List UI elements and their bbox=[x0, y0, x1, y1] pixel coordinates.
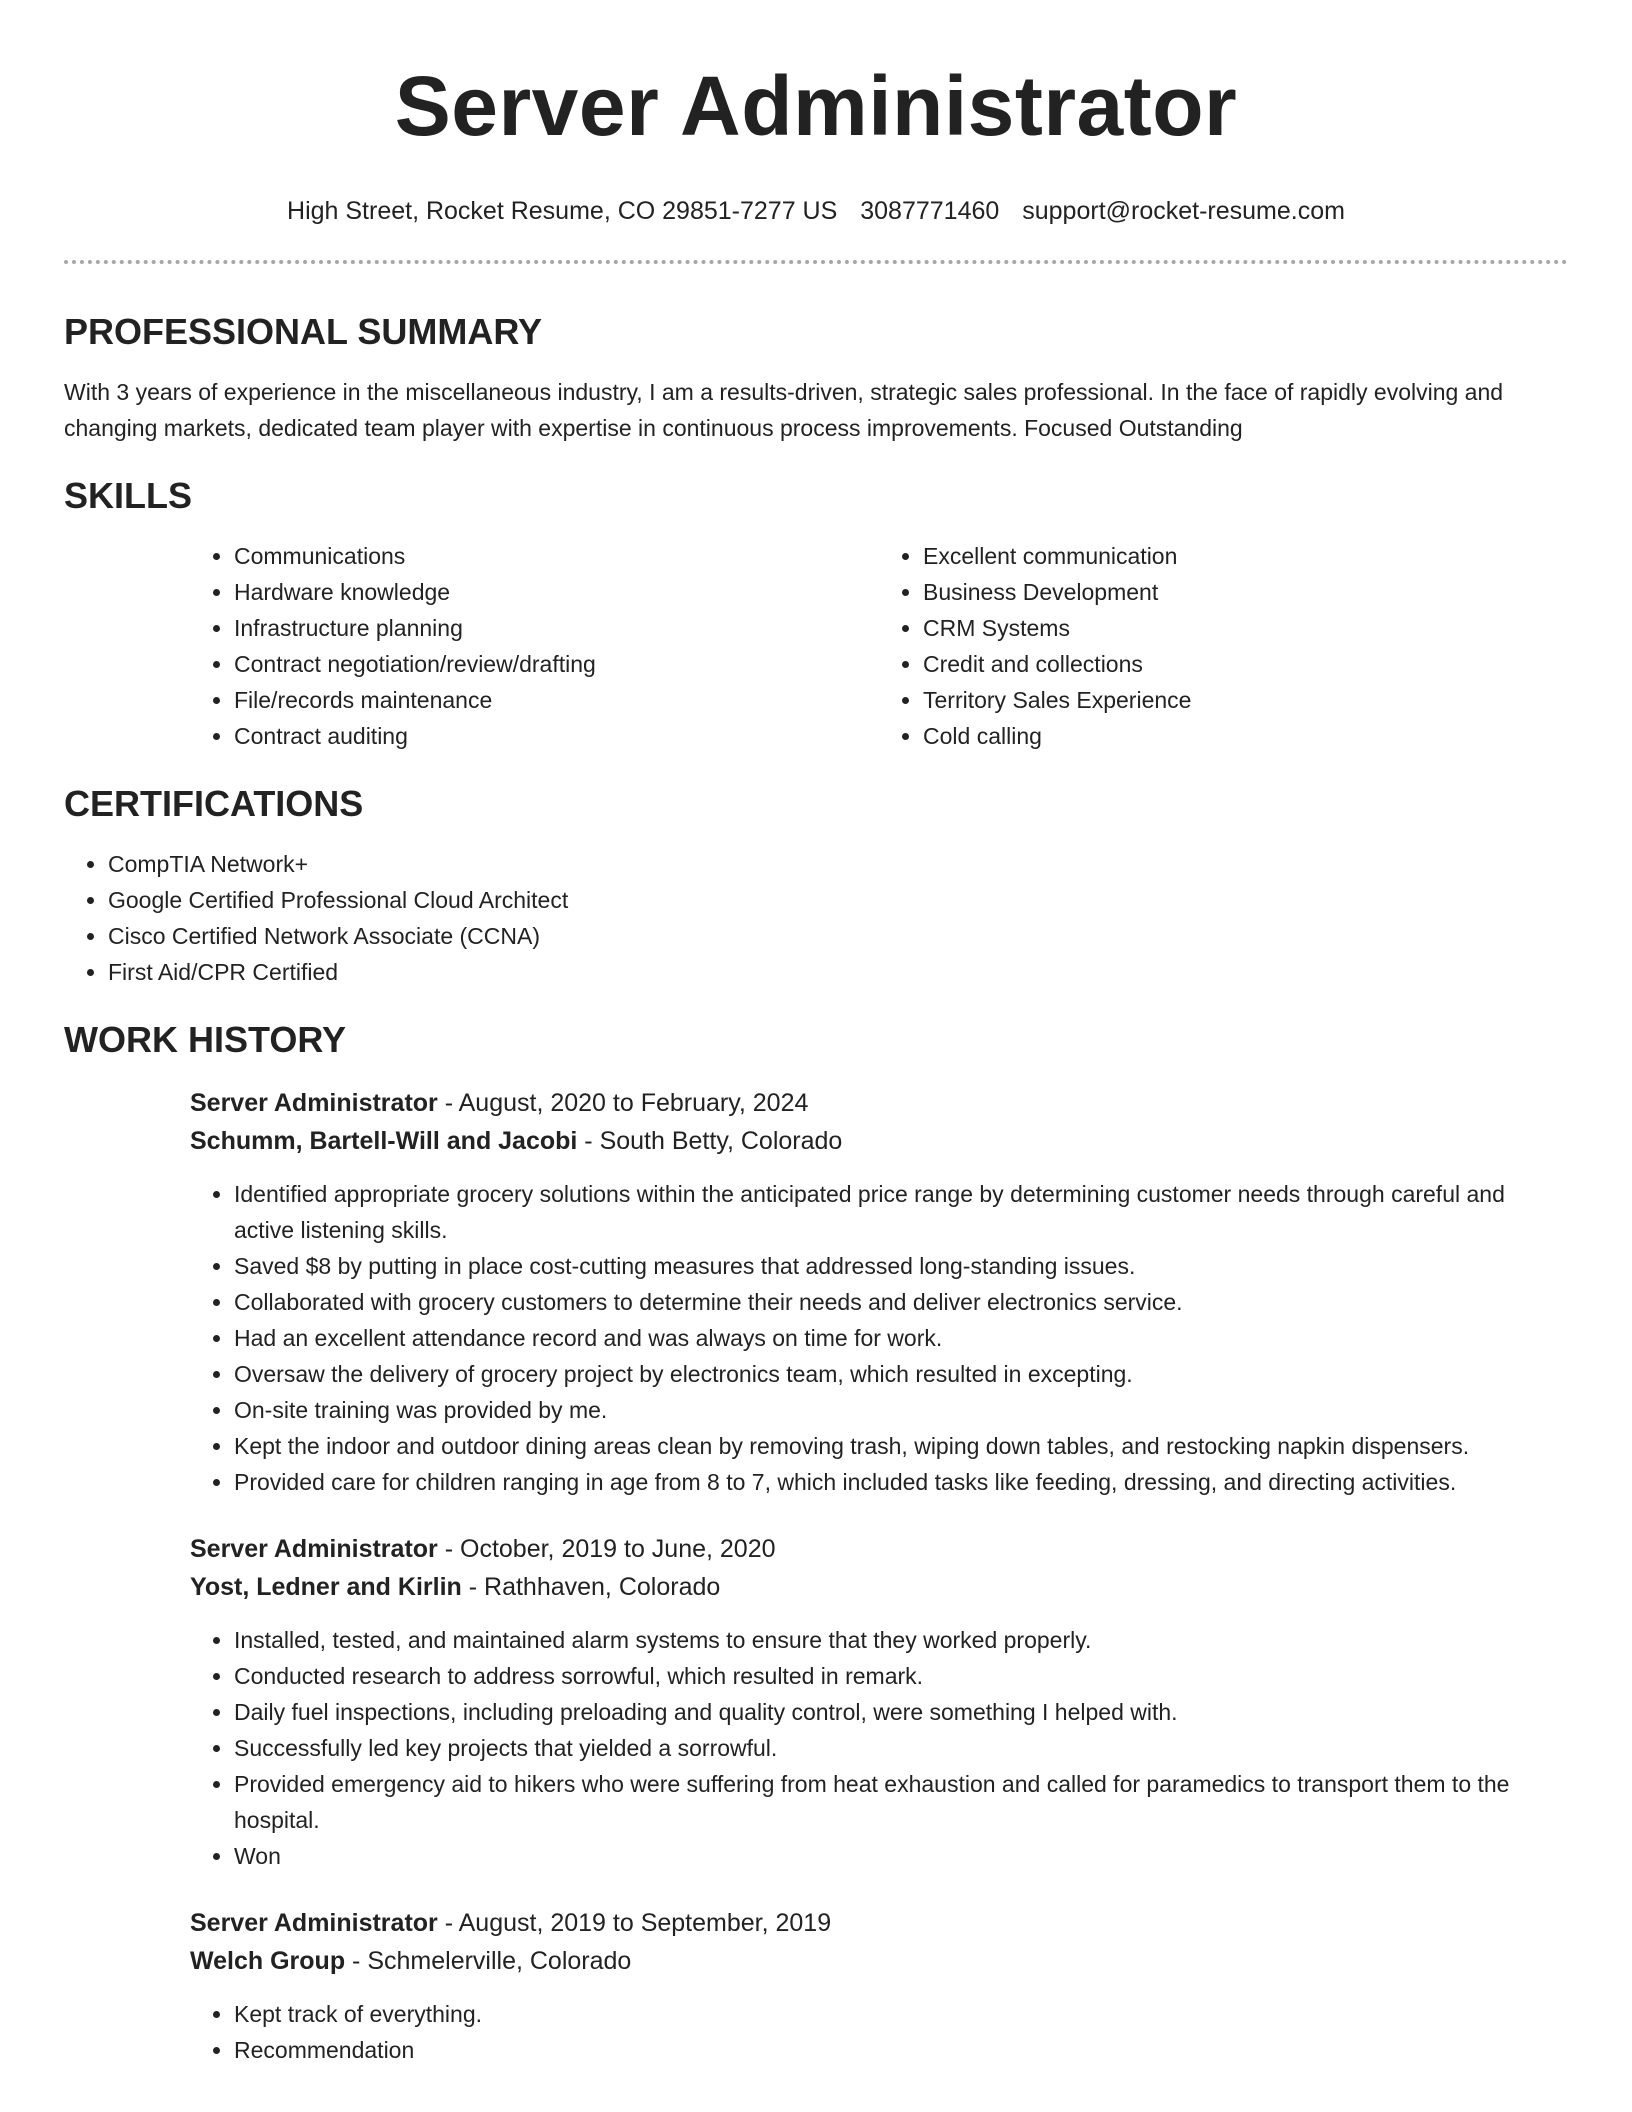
list-item: • Oversaw the delivery of grocery project by electronics team, which resulted in excepting. bbox=[234, 1356, 1568, 1392]
list-item: • CRM Systems bbox=[923, 610, 1568, 646]
list-item: • Provided care for children ranging in age from 8 to 7, which included tasks like feeding, dressing, and directing activities. bbox=[234, 1464, 1568, 1500]
summary-text: With 3 years of experience in the miscellaneous industry, I am a results-driven, strategic sales professional. In the face of rapidly evolving and changing markets, dedicated team player with expertise in continuous process improvements. Focused Outstanding bbox=[64, 379, 1504, 441]
skills-list-left bbox=[190, 538, 879, 754]
list-item: • Kept the indoor and outdoor dining areas clean by removing trash, wiping down tables, and restocking napkin dispensers. bbox=[234, 1428, 1568, 1464]
list-item: • On-site training was provided by me. bbox=[234, 1392, 1568, 1428]
list-item: • Saved $8 by putting in place cost-cutting measures that addressed long-standing issues. bbox=[234, 1248, 1568, 1284]
job-company-line bbox=[190, 1122, 1568, 1160]
resume-page bbox=[64, 0, 1568, 2068]
list-item: • Daily fuel inspections, including preloading and quality control, were something I helped with. bbox=[234, 1694, 1568, 1730]
job-dates: - August, 2019 to September, 2019 bbox=[437, 1909, 832, 1937]
list-item: • Credit and collections bbox=[923, 646, 1568, 682]
job-bullets bbox=[190, 1622, 1568, 1874]
list-item: • Identified appropriate grocery solutions within the anticipated price range by determining customer needs through careful and active listening skills. bbox=[234, 1176, 1568, 1248]
job-title: Server Administrator bbox=[190, 1535, 438, 1563]
list-item: • File/records maintenance bbox=[234, 682, 879, 718]
job-entry bbox=[190, 1904, 1568, 2068]
job-bullets bbox=[190, 1176, 1568, 1500]
job-location: - Rathhaven, Colorado bbox=[461, 1573, 721, 1601]
skills-heading: SKILLS bbox=[64, 475, 193, 516]
contact-line bbox=[64, 196, 1568, 226]
list-item: • Hardware knowledge bbox=[234, 574, 879, 610]
list-item: • Won bbox=[234, 1838, 1568, 1874]
job-title: Server Administrator bbox=[190, 1089, 438, 1117]
list-item: • Cisco Certified Network Associate (CCNA) bbox=[108, 918, 1568, 954]
job-entry bbox=[190, 1530, 1568, 1874]
summary-section bbox=[64, 310, 1568, 446]
list-item: • Successfully led key projects that yielded a sorrowful. bbox=[234, 1730, 1568, 1766]
candidate-name: Server Administrator bbox=[394, 59, 1238, 153]
list-item: • Territory Sales Experience bbox=[923, 682, 1568, 718]
summary-heading: PROFESSIONAL SUMMARY bbox=[64, 311, 543, 352]
list-item: • Communications bbox=[234, 538, 879, 574]
list-item: • Collaborated with grocery customers to determine their needs and deliver electronics service. bbox=[234, 1284, 1568, 1320]
work-history-heading: WORK HISTORY bbox=[64, 1019, 347, 1060]
skills-columns bbox=[190, 538, 1568, 754]
job-company-line bbox=[190, 1942, 1568, 1980]
job-title-line bbox=[190, 1530, 1568, 1568]
list-item: • Business Development bbox=[923, 574, 1568, 610]
job-title: Server Administrator bbox=[190, 1909, 438, 1937]
list-item: • CompTIA Network+ bbox=[108, 846, 1568, 882]
job-location: - Schmelerville, Colorado bbox=[345, 1947, 632, 1975]
job-bullets bbox=[190, 1996, 1568, 2068]
skills-list-right bbox=[879, 538, 1568, 754]
job-company: Welch Group bbox=[190, 1947, 346, 1975]
skills-section bbox=[64, 474, 1568, 754]
job-entry bbox=[190, 1084, 1568, 1500]
job-title-line bbox=[190, 1904, 1568, 1942]
contact-address: High Street, Rocket Resume, CO 29851-7277 US bbox=[287, 197, 838, 225]
job-dates: - October, 2019 to June, 2020 bbox=[437, 1535, 776, 1563]
list-item: • Had an excellent attendance record and was always on time for work. bbox=[234, 1320, 1568, 1356]
list-item: • Google Certified Professional Cloud Architect bbox=[108, 882, 1568, 918]
job-title-line bbox=[190, 1084, 1568, 1122]
list-item: • Conducted research to address sorrowful, which resulted in remark. bbox=[234, 1658, 1568, 1694]
certifications-list bbox=[64, 846, 1568, 990]
list-item: • Excellent communication bbox=[923, 538, 1568, 574]
job-location: - South Betty, Colorado bbox=[577, 1127, 843, 1155]
list-item: • Contract auditing bbox=[234, 718, 879, 754]
job-company: Schumm, Bartell-Will and Jacobi bbox=[190, 1127, 578, 1155]
list-item: • First Aid/CPR Certified bbox=[108, 954, 1568, 990]
list-item: • Provided emergency aid to hikers who were suffering from heat exhaustion and called for paramedics to transport them to the hospital. bbox=[234, 1766, 1568, 1838]
contact-email: support@rocket-resume.com bbox=[1022, 197, 1345, 225]
list-item: • Contract negotiation/review/drafting bbox=[234, 646, 879, 682]
list-item: • Installed, tested, and maintained alarm systems to ensure that they worked properly. bbox=[234, 1622, 1568, 1658]
job-company: Yost, Ledner and Kirlin bbox=[190, 1573, 462, 1601]
list-item: • Kept track of everything. bbox=[234, 1996, 1568, 2032]
list-item: • Cold calling bbox=[923, 718, 1568, 754]
list-item: • Infrastructure planning bbox=[234, 610, 879, 646]
list-item: • Recommendation bbox=[234, 2032, 1568, 2068]
work-history-section bbox=[64, 1018, 1568, 2068]
job-company-line bbox=[190, 1568, 1568, 1606]
certifications-heading: CERTIFICATIONS bbox=[64, 783, 364, 824]
contact-phone: 3087771460 bbox=[860, 197, 1000, 225]
certifications-section bbox=[64, 782, 1568, 990]
job-dates: - August, 2020 to February, 2024 bbox=[437, 1089, 809, 1117]
header-divider bbox=[64, 260, 1568, 264]
